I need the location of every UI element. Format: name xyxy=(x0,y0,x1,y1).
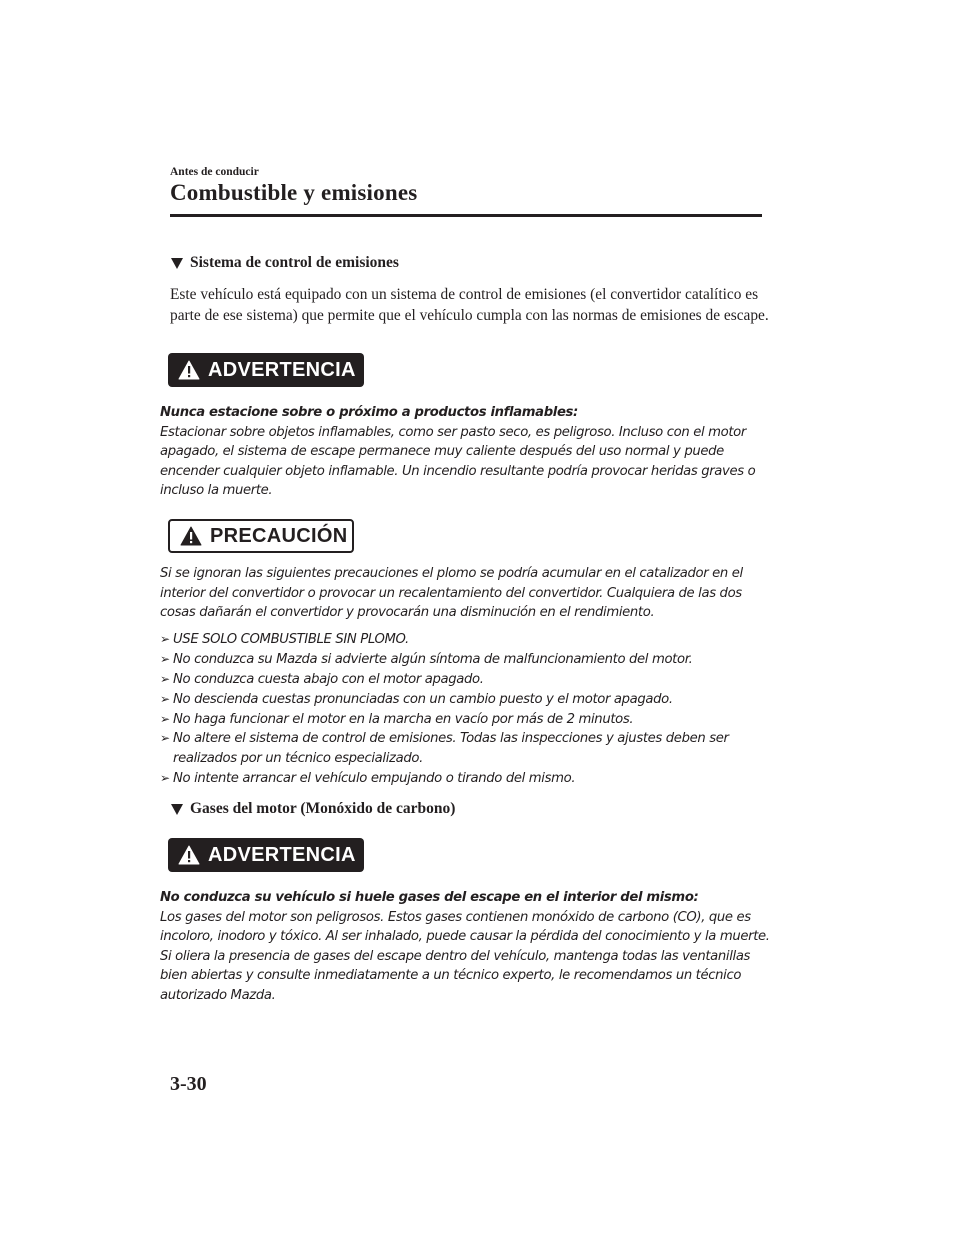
warning-triangle-icon xyxy=(180,526,202,546)
arrow-bullet-icon: ➢ xyxy=(160,711,170,726)
warning-title: Nunca estacione sobre o próximo a productos inflamables: xyxy=(160,405,578,420)
warning-triangle-icon xyxy=(178,360,200,380)
warning-triangle-icon xyxy=(178,845,200,865)
caution-badge-label: PRECAUCIÓN xyxy=(210,524,348,547)
section-heading-emissions xyxy=(171,254,399,272)
warning-body: Los gases del motor son peligrosos. Estos gases contienen monóxido de carbono (CO), que es incoloro, inodoro y tóxico. Al ser inhalado, puede causar la pérdida del conocimiento y la muerte. Si oliera la presencia de gases del escape dentro del vehículo, mantenga todas las ventanillas bien abiertas y consulte inmediatamente a un técnico experto, le recomendamos un técnico autorizado Mazda. xyxy=(160,909,770,1003)
arrow-bullet-icon: ➢ xyxy=(160,651,170,666)
page-number: 3-30 xyxy=(170,1073,207,1095)
warning-title: No conduzca su vehículo si huele gases del escape en el interior del mismo: xyxy=(160,890,699,905)
list-item: ➢ No altere el sistema de control de emisiones. Todas las inspecciones y ajustes deben ser realizados por un técnico especializado. xyxy=(160,731,729,766)
list-item: ➢ No conduzca cuesta abajo con el motor apagado. xyxy=(160,670,770,690)
list-item: ➢ No conduzca su Mazda si advierte algún síntoma de malfuncionamiento del motor. xyxy=(160,650,770,670)
section-heading-text: Gases del motor (Monóxido de carbono) xyxy=(190,800,456,817)
triangle-down-icon xyxy=(171,258,183,269)
arrow-bullet-icon: ➢ xyxy=(160,691,170,706)
list-item: ➢ No haga funcionar el motor en la marcha en vacío por más de 2 minutos. xyxy=(160,710,770,730)
list-item: ➢ USE SOLO COMBUSTIBLE SIN PLOMO. xyxy=(160,630,770,650)
header-divider xyxy=(170,214,762,217)
warning-body: Estacionar sobre objetos inflamables, como ser pasto seco, es peligroso. Incluso con el motor apagado, el sistema de escape permanece muy caliente después del uso normal y puede encender cualquier objeto inflamable. Un incendio resultante podría provocar heridas graves o incluso la muerte. xyxy=(160,424,756,498)
warning-text-exhaust xyxy=(160,888,770,1005)
caution-intro: Si se ignoran las siguientes precauciones el plomo se podría acumular en el catalizador en el interior del convertidor o provocar un recalentamiento del convertidor. Cualquiera de las dos cosas dañarán el convertidor y provocarán una disminución en el rendimiento. xyxy=(160,566,743,620)
warning-badge xyxy=(168,838,364,872)
chapter-label: Antes de conducir xyxy=(170,166,259,178)
section-body-emissions: Este vehículo está equipado con un sistema de control de emisiones (el convertidor catalítico es parte de ese sistema) que permite que el vehículo cumpla con las normas de emisiones de escape. xyxy=(170,286,769,324)
arrow-bullet-icon: ➢ xyxy=(160,731,170,746)
arrow-bullet-icon: ➢ xyxy=(160,770,170,785)
section-heading-engine-gases xyxy=(171,800,455,818)
list-item: ➢ No descienda cuestas pronunciadas con un cambio puesto y el motor apagado. xyxy=(160,690,770,710)
arrow-bullet-icon: ➢ xyxy=(160,632,170,646)
section-heading-text: Sistema de control de emisiones xyxy=(190,254,399,271)
page-title: Combustible y emisiones xyxy=(170,180,418,205)
warning-text-flammable xyxy=(160,403,770,501)
triangle-down-icon xyxy=(171,804,183,815)
caution-list xyxy=(160,630,770,789)
list-item: ➢ No intente arrancar el vehículo empujando o tirando del mismo. xyxy=(160,769,770,789)
warning-badge-label: ADVERTENCIA xyxy=(208,358,356,381)
caution-badge xyxy=(168,519,354,553)
arrow-bullet-icon: ➢ xyxy=(160,671,170,686)
warning-badge xyxy=(168,353,364,387)
warning-badge-label: ADVERTENCIA xyxy=(208,843,356,866)
